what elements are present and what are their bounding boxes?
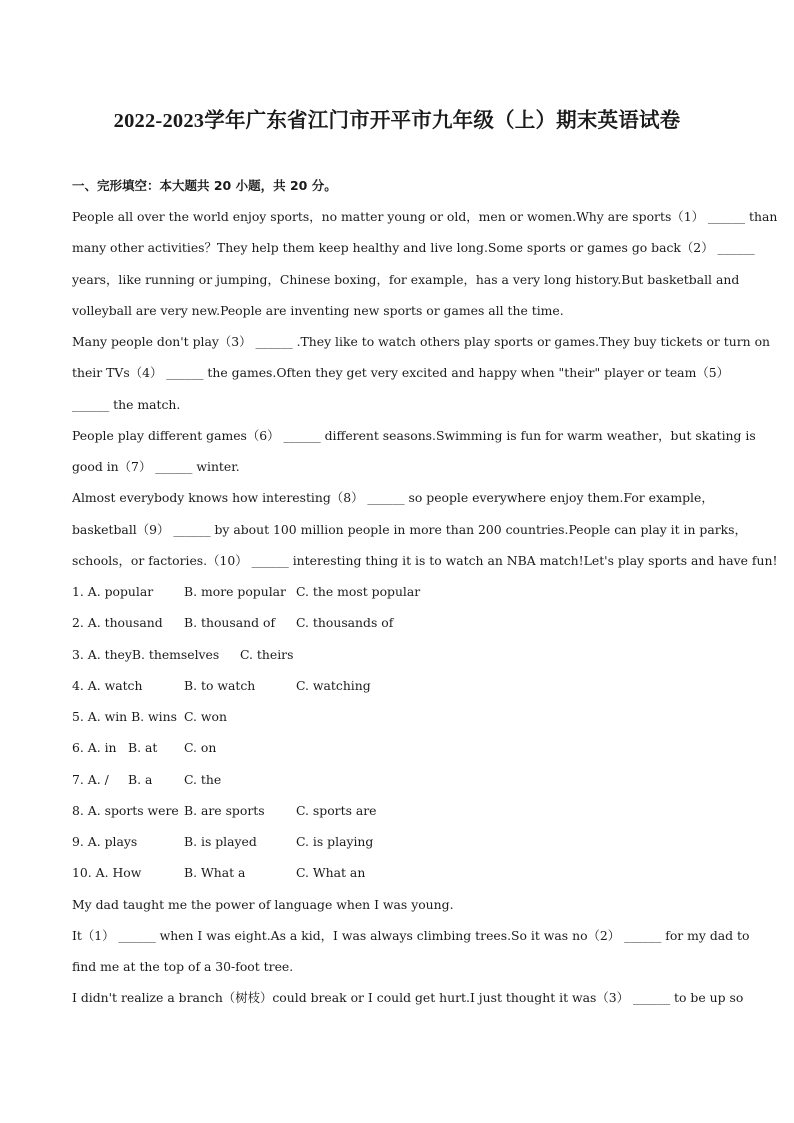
- option-a: 8. A. sports were: [72, 802, 179, 818]
- option-a: 10. A. How: [72, 865, 142, 881]
- option-a: 7. A. /: [72, 771, 109, 787]
- option-b: B. to watch: [184, 677, 256, 693]
- passage-line: years，like running or jumping，Chinese boxing，for example，has a very long history.But basketball and: [72, 271, 740, 287]
- option-c: C. sports are: [296, 802, 377, 818]
- passage-line: People play different games（6） ______ different seasons.Swimming is fun for warm weather，but skating is: [72, 427, 756, 443]
- passage-line: their TVs（4） ______ the games.Often they get very excited and happy when "their" player or team（5）: [72, 365, 729, 381]
- page-title: 2022-2023学年广东省江门市开平市九年级（上）期末英语试卷: [113, 110, 681, 132]
- question-options-9: [72, 830, 732, 861]
- question-options-8: [72, 799, 732, 830]
- option-b: B. is played: [184, 834, 257, 849]
- option-c: C. is playing: [296, 834, 374, 849]
- option-c: C. watching: [296, 677, 371, 693]
- option-ab: 5. A. win B. wins: [72, 709, 177, 724]
- passage-line: schools，or factories.（10） ______ interesting thing it is to watch an NBA match!Let's play sports and have fun!: [72, 552, 778, 568]
- question-options-2: [72, 611, 732, 642]
- passage-line: good in（7） ______ winter.: [72, 459, 240, 474]
- question-options-1: [72, 580, 732, 611]
- passage-line: I didn't realize a branch（树枝）could break or I could get hurt.I just thought it was（3） ______ to be up so: [72, 990, 744, 1006]
- question-options-5: [72, 705, 732, 736]
- question-options-10: [72, 861, 732, 892]
- option-ab: 3. A. theyB. themselves: [72, 646, 220, 662]
- passage-line: many other activities？They help them keep healthy and live long.Some sports or games go back（2） ______: [72, 240, 755, 256]
- passage-line: Almost everybody knows how interesting（8） ______ so people everywhere enjoy them.For example，: [72, 490, 714, 506]
- option-a: 9. A. plays: [72, 834, 138, 849]
- option-b: B. thousand of: [184, 615, 276, 631]
- option-a: 4. A. watch: [72, 677, 143, 693]
- option-b: B. more popular: [184, 584, 286, 599]
- option-c: C. What an: [296, 865, 366, 881]
- passage-line: volleyball are very new.People are inventing new sports or games all the time.: [72, 302, 564, 318]
- passage-line: ______ the match.: [72, 396, 181, 412]
- passage-line: People all over the world enjoy sports，no matter young or old，men or women.Why are sports（1） ______ than: [72, 209, 778, 224]
- exam-content: [72, 205, 778, 1018]
- option-c: C. the: [184, 771, 222, 787]
- passage-line: basketball（9） ______ by about 100 million people in more than 200 countries.People can play it in parks，: [72, 521, 747, 537]
- section-heading: 一、完形填空：本大题共 20 小题，共 20 分。: [72, 178, 337, 193]
- question-options-7: [72, 768, 732, 799]
- option-b: B. What a: [184, 865, 246, 881]
- question-options-6: [72, 736, 732, 767]
- option-c: C. thousands of: [296, 615, 394, 631]
- question-options-3: [72, 643, 732, 674]
- option-c: C. won: [184, 709, 227, 724]
- option-a: 2. A. thousand: [72, 615, 163, 631]
- passage-line: find me at the top of a 30-foot tree.: [72, 959, 294, 974]
- question-options-4: [72, 674, 732, 705]
- option-c: C. the most popular: [296, 584, 421, 599]
- passage-line: It（1） ______ when I was eight.As a kid，I was always climbing trees.So it was no（2） ______ for my dad to: [72, 927, 750, 943]
- option-c: C. on: [184, 740, 217, 756]
- passage-line: Many people don't play（3） ______ .They like to watch others play sports or games.They buy tickets or turn on: [72, 334, 771, 349]
- option-b: B. at: [128, 740, 158, 756]
- option-a: 1. A. popular: [72, 584, 154, 599]
- option-b: B. a: [128, 771, 153, 787]
- passage-line: My dad taught me the power of language when I was young.: [72, 896, 454, 912]
- option-c: C. theirs: [240, 646, 294, 662]
- option-a: 6. A. in: [72, 740, 117, 756]
- option-b: B. are sports: [184, 802, 265, 818]
